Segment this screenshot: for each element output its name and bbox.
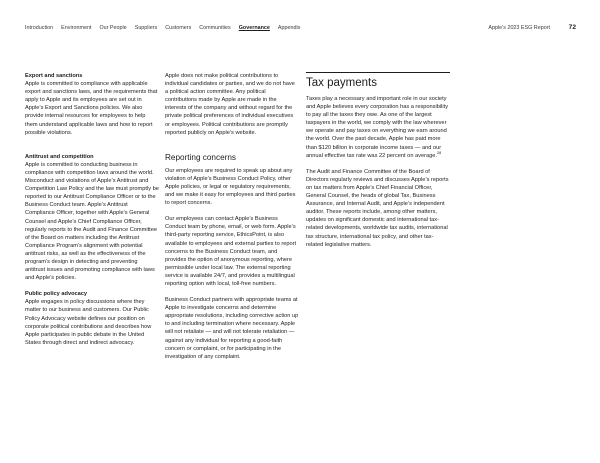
nav-item-governance[interactable]: Governance	[238, 25, 270, 31]
page-number: 72	[568, 24, 576, 31]
political-contributions-body: Apple does not make political contributions to individual candidates or parties, and we do not have a political action committee. Any political contributions made by Apple are made in the interests of the company and without regard for the private political preferences of individual executives or employees. Political contributions are promptly reported publicly on Apple’s website.	[165, 73, 295, 136]
public-policy-body: Apple engages in policy discussions where they matter to our business and customers. Our Public Policy Advocacy website defines our position on corporate political contributions and describes how Apple participates in public debate in the United States through direct and indirect advocacy.	[25, 299, 152, 346]
export-sanctions-body: Apple is committed to compliance with applicable export and sanctions laws, and the requirements that apply to Apple and its employees are set out in Apple’s Export and Sanctions policies. We also provide internal resources for employees to help them understand applicable laws and how to report possible violations.	[25, 81, 158, 136]
export-sanctions-heading: Export and sanctions	[25, 73, 83, 79]
nav-item-communities[interactable]: Communities	[199, 25, 231, 31]
tax-payments-body-1	[306, 95, 450, 160]
tax-payments-body-1-text: Taxes play a necessary and important role in our society and Apple believes every corporation has a responsibility to pay all the taxes they owe. As one of the largest taxpayers in the world, we comply with the law wherever we operate and pay taxes on everything we earn around the world. Over the past decade, Apple has paid more than $120 billion in corporate income taxes — and our annual effective tax rate was 22 percent on average.	[306, 96, 449, 159]
section-divider	[306, 72, 450, 73]
report-title: Apple’s 2023 ESG Report	[488, 25, 550, 31]
tax-payments-body-2: The Audit and Finance Committee of the Board of Directors regularly reviews and discusses Apple’s reports on tax matters from Apple’s Chief Financial Officer, General Counsel, the heads of global Tax, Business Assurance, and Internal Audit, and Apple’s independent auditor. These reports include, among other matters, updates on significant domestic and international tax-related developments, worldwide tax audits, international tax structure, international tax policy, and other tax-related legislative matters.	[306, 168, 449, 248]
reporting-concerns-heading: Reporting concerns	[165, 152, 236, 162]
footnote-ref[interactable]: 28	[436, 150, 442, 155]
column-middle	[165, 72, 299, 369]
nav-item-introduction[interactable]: Introduction	[25, 25, 54, 31]
antitrust-heading: Antitrust and competition	[25, 153, 94, 160]
nav-item-environment[interactable]: Environment	[61, 25, 92, 31]
reporting-concerns-body-2: Our employees can contact Apple’s Business Conduct team by phone, email, or web form. Apple’s third-party reporting service, EthicsPoint, is also available to employees and external parties to report concerns to the Business Conduct team, and provides the option of anonymous reporting, where permissible under local law. The external reporting service is available 24/7, and provides a multilingual reporting option with local, toll-free numbers.	[165, 216, 297, 287]
nav-item-suppliers[interactable]: Suppliers	[134, 25, 158, 31]
public-policy-heading: Public policy advocacy	[25, 291, 88, 298]
column-right	[306, 72, 450, 257]
nav-item-customers[interactable]: Customers	[165, 25, 192, 31]
column-left	[25, 72, 159, 355]
antitrust-body: Apple is committed to conducting business in compliance with competition laws around the world. Misconduct and violations of Apple’s Antitrust and Competition Law Policy and the law must promptly be reported to our Antitrust Compliance Officer or to the Business Conduct team. Apple’s Antitrust Compliance Officer, together with Apple’s General Counsel and Apple’s Chief Compliance Officer, regularly reports to the Audit and Finance Committee of the Board on matters including the Antitrust Compliance Program’s alignment with potential antitrust risks, as well as the effectiveness of the program’s design in detecting and preventing antitrust issues and promoting compliance with laws and Apple’s policies.	[25, 161, 159, 282]
reporting-concerns-body-3: Business Conduct partners with appropriate teams at Apple to investigate concerns and determine appropriate resolutions, including corrective action up to and including termination where necessary. Apple will not retaliate — and will not tolerate retaliation — against any individual for reporting a good-faith concern or complaint, or for participating in the investigation of any complaint.	[165, 297, 299, 360]
reporting-concerns-body-1: Our employees are required to speak up about any violation of Apple’s Business Conduct Policy, other Apple policies, or legal or regulatory requirements, and we make it easy for employees and third parties to report concerns.	[165, 167, 296, 207]
tax-payments-heading: Tax payments	[306, 77, 377, 89]
nav-item-appendix[interactable]: Appendix	[277, 25, 301, 31]
nav-item-our-people[interactable]: Our People	[99, 25, 127, 31]
section-nav	[25, 25, 300, 32]
